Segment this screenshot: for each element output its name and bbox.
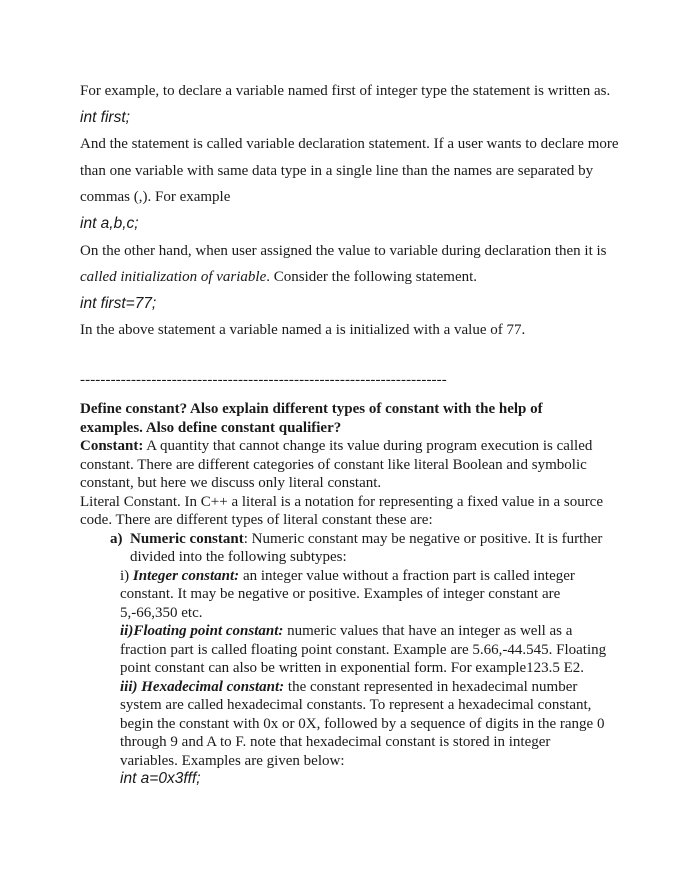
subtypes-list (120, 567, 608, 789)
literal-constant-paragraph: Literal Constant. In C++ a literal is a notation for representing a fixed value in a source code. There are different types of literal constant these are: (80, 493, 604, 528)
dashed-separator: ------------------------------------------------------------------------ (80, 372, 447, 388)
numeric-constant-label: Numeric constant (130, 530, 244, 547)
constant-text: A quantity that cannot change its value during program execution is called constant. There are different categories of constant like literal Boolean and symbolic constant, but here we discuss only literal constant. (80, 438, 593, 491)
paragraph-initialization-end: . Consider the following statement. (266, 269, 478, 286)
paragraph-declaration-example: For example, to declare a variable named first of integer type the statement is written as. (80, 83, 611, 99)
hexadecimal-constant-text: the constant represented in hexadecimal number system are called hexadecimal constants. To represent a hexadecimal constant, begin the constant with 0x or 0X, followed by a sequence of digits in the range 0 through 9 and A to F. note that hexadecimal constant is stored in integer variables. Examples are given below: (120, 678, 605, 769)
paragraph-declaration-statement: And the statement is called variable declaration statement. If a user wants to declare more than one variable with same data type in a single line than the names are separated by commas (,). For example (80, 136, 619, 206)
paragraph-initialization-start: On the other hand, when user assigned the value to variable during declaration then it is (80, 242, 607, 259)
list-item-numeric-constant (110, 530, 608, 567)
constant-label: Constant: (80, 438, 144, 454)
paragraph-initialized-value: In the above statement a variable named a is initialized with a value of 77. (80, 322, 526, 339)
integer-constant-label: Integer constant: (132, 567, 240, 584)
floating-point-constant-label: ii)Floating point constant: (120, 623, 284, 639)
qa-section (80, 400, 608, 789)
numeric-constant-text: : Numeric constant may be negative or positive. It is further divided into the following subtypes: (130, 530, 603, 565)
subtype-hexadecimal-constant (120, 678, 608, 771)
subtype-floating-point-constant (120, 622, 608, 678)
code-line-hex-example: int a=0x3fff; (120, 770, 201, 787)
constant-definition (80, 437, 608, 493)
code-line-int-first: int first; (80, 108, 130, 126)
intro-section (80, 78, 620, 344)
integer-constant-text: an integer value without a fraction part is called integer constant. It may be negative or positive. Examples of integer constant are 5,-66,350 etc. (120, 567, 575, 621)
initialization-term: called initialization of variable (80, 269, 267, 286)
question-heading: Define constant? Also explain different types of constant with the help of examples. Also define constant qualifier? (80, 401, 543, 436)
subtype-integer-constant (120, 567, 608, 623)
code-line-int-first-77: int first=77; (80, 294, 157, 312)
hexadecimal-constant-label: iii) Hexadecimal constant: (120, 678, 285, 695)
subtype-integer-prefix: i) (120, 567, 133, 584)
constant-types-list (110, 530, 608, 789)
floating-point-constant-text: numeric values that have an integer as well as a fraction part is called floating point constant. Example are 5.66,-44.545. Floating point constant can also be written in exponential form. For example123.5 E2. (120, 623, 607, 676)
list-marker: a) (110, 530, 123, 547)
list-item-content (130, 530, 608, 567)
code-line-int-abc: int a,b,c; (80, 214, 139, 232)
paragraph-initialization (80, 238, 620, 291)
